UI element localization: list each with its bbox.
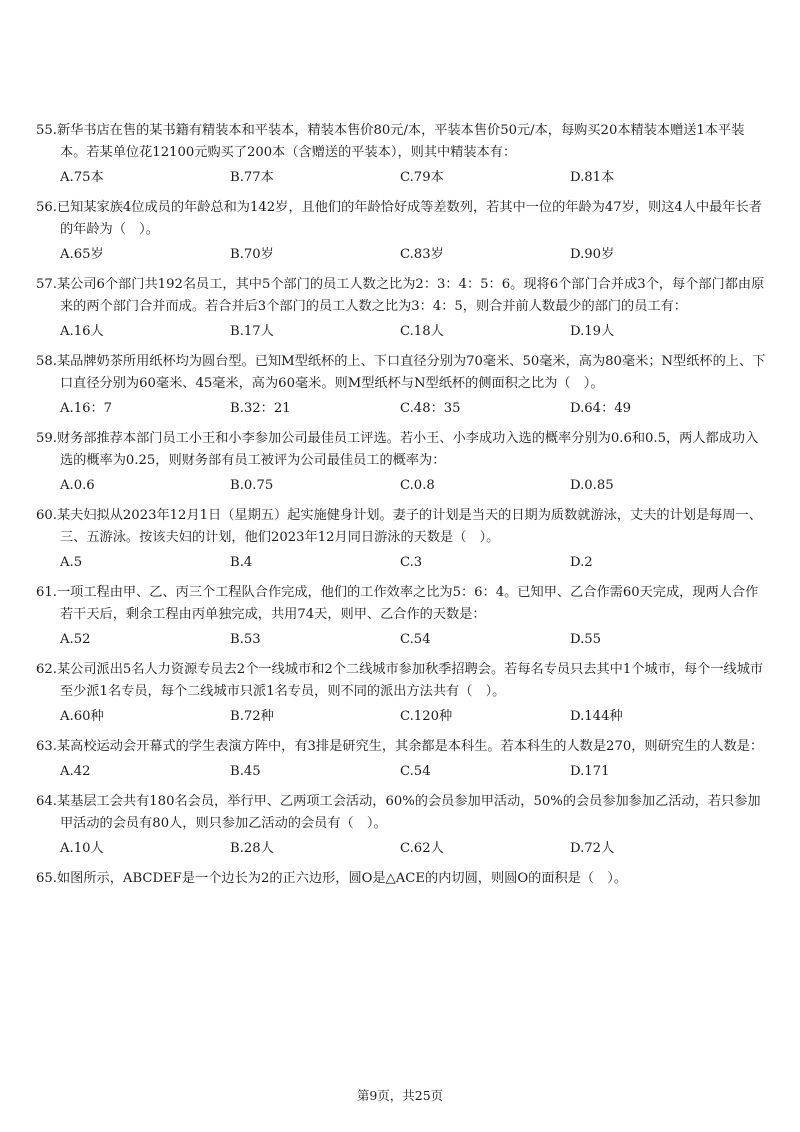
- question-text: 某品牌奶茶所用纸杯均为圆台型。已知M型纸杯的上、下口直径分别为70毫米、50毫米，高为80毫米；N型纸杯的上、下口直径分别为60毫米、45毫米，高为60毫米。则M型纸杯与N型纸杯的侧面积之比为（ ）。: [56, 354, 766, 391]
- option-d: D.144种: [570, 709, 623, 724]
- option-a: A.52: [60, 632, 91, 647]
- option-c: C.18人: [400, 324, 444, 339]
- option-c: C.0.8: [400, 478, 435, 493]
- question-2: [36, 197, 766, 266]
- option-row: [36, 398, 766, 420]
- option-d: D.2: [570, 555, 593, 570]
- question-number: 57.: [36, 277, 57, 292]
- question-7: [36, 582, 766, 651]
- option-d: D.72人: [570, 841, 615, 856]
- question-stem: [36, 736, 766, 758]
- option-c: C.54: [400, 632, 431, 647]
- option-c: C.83岁: [400, 247, 444, 262]
- question-number: 55.: [36, 123, 57, 138]
- option-b: B.72种: [230, 709, 274, 724]
- question-3: [36, 274, 766, 343]
- option-row: [36, 838, 766, 860]
- question-11: [36, 868, 766, 890]
- question-9: [36, 736, 766, 783]
- option-c: C.120种: [400, 709, 453, 724]
- option-b: B.45: [230, 764, 261, 779]
- option-c: C.62人: [400, 841, 444, 856]
- option-b: B.17人: [230, 324, 274, 339]
- option-d: D.171: [570, 764, 610, 779]
- option-a: A.42: [60, 764, 91, 779]
- option-d: D.81本: [570, 170, 615, 185]
- question-stem: [36, 659, 766, 703]
- option-row: [36, 244, 766, 266]
- option-a: A.16：7: [60, 401, 113, 416]
- question-text: 财务部推荐本部门员工小王和小李参加公司最佳员工评选。若小王、小李成功入选的概率分别为0.6和0.5，两人都成功入选的概率为0.25，则财务部有员工被评为公司最佳员工的概率为：: [56, 431, 759, 468]
- question-number: 62.: [36, 662, 57, 677]
- question-stem: [36, 582, 766, 626]
- question-number: 64.: [36, 794, 57, 809]
- option-row: [36, 761, 766, 783]
- question-stem: [36, 791, 766, 835]
- option-c: C.54: [400, 764, 431, 779]
- question-list: [36, 120, 766, 898]
- option-b: B.77本: [230, 170, 274, 185]
- option-b: B.4: [230, 555, 253, 570]
- option-a: A.75本: [60, 170, 104, 185]
- option-d: D.64：49: [570, 401, 632, 416]
- question-text: 某基层工会共有180名会员，举行甲、乙两项工会活动，60%的会员参加甲活动，50%的会员参加参加乙活动，若只参加甲活动的会员有80人，则只参加乙活动的会员有（ ）。: [56, 794, 761, 831]
- option-d: D.0.85: [570, 478, 614, 493]
- question-6: [36, 505, 766, 574]
- question-number: 56.: [36, 200, 57, 215]
- question-stem: [36, 351, 766, 395]
- option-c: C.79本: [400, 170, 444, 185]
- question-stem: [36, 868, 766, 890]
- option-a: A.60种: [60, 709, 104, 724]
- option-a: A.10人: [60, 841, 104, 856]
- option-b: B.28人: [230, 841, 274, 856]
- question-text: 新华书店在售的某书籍有精装本和平装本，精装本售价80元/本，平装本售价50元/本，每购买20本精装本赠送1本平装本。若某单位花12100元购买了200本（含赠送的平装本），则其中精装本有：: [56, 123, 745, 160]
- option-c: C.3: [400, 555, 423, 570]
- question-number: 61.: [36, 585, 57, 600]
- question-stem: [36, 505, 766, 549]
- option-row: [36, 629, 766, 651]
- question-number: 65.: [36, 871, 57, 886]
- page-footer: 第9页，共25页: [356, 1088, 444, 1103]
- question-number: 58.: [36, 354, 57, 369]
- question-4: [36, 351, 766, 420]
- option-a: A.0.6: [60, 478, 95, 493]
- question-10: [36, 791, 766, 860]
- question-text: 某高校运动会开幕式的学生表演方阵中，有3排是研究生，其余都是本科生。若本科生的人数是270，则研究生的人数是：: [56, 739, 764, 754]
- question-text: 某夫妇拟从2023年12月1日（星期五）起实施健身计划。妻子的计划是当天的日期为质数就游泳，丈夫的计划是每周一、三、五游泳。按该夫妇的计划，他们2023年12月同日游泳的天数是（ ）。: [56, 508, 762, 545]
- option-row: [36, 167, 766, 189]
- question-text: 一项工程由甲、乙、丙三个工程队合作完成，他们的工作效率之比为5：6：4。已知甲、乙合作需60天完成，现两人合作若干天后，剩余工程由丙单独完成，共用74天，则甲、乙合作的天数是：: [56, 585, 759, 622]
- option-a: A.65岁: [60, 247, 104, 262]
- option-c: C.48：35: [400, 401, 461, 416]
- question-stem: [36, 274, 766, 318]
- question-number: 63.: [36, 739, 57, 754]
- option-d: D.90岁: [570, 247, 615, 262]
- question-5: [36, 428, 766, 497]
- question-1: [36, 120, 766, 189]
- option-row: [36, 321, 766, 343]
- question-text: 如图所示，ABCDEF是一个边长为2的正六边形，圆O是△ACE的内切圆，则圆O的面积是（ ）。: [56, 871, 628, 886]
- option-a: A.5: [60, 555, 83, 570]
- question-number: 60.: [36, 508, 57, 523]
- option-b: B.0.75: [230, 478, 274, 493]
- option-b: B.53: [230, 632, 261, 647]
- option-row: [36, 706, 766, 728]
- question-number: 59.: [36, 431, 57, 446]
- question-stem: [36, 428, 766, 472]
- option-d: D.55: [570, 632, 602, 647]
- option-row: [36, 475, 766, 497]
- question-text: 某公司派出5名人力资源专员去2个一线城市和2个二线城市参加秋季招聘会。若每名专员只去其中1个城市，每个一线城市至少派1名专员，每个二线城市只派1名专员，则不同的派出方法共有（ ）。: [56, 662, 764, 699]
- option-row: [36, 552, 766, 574]
- option-b: B.70岁: [230, 247, 274, 262]
- question-8: [36, 659, 766, 728]
- option-a: A.16人: [60, 324, 104, 339]
- option-d: D.19人: [570, 324, 615, 339]
- question-stem: [36, 197, 766, 241]
- question-text: 已知某家族4位成员的年龄总和为142岁，且他们的年龄恰好成等差数列，若其中一位的年龄为47岁，则这4人中最年长者的年龄为（ ）。: [56, 200, 762, 237]
- question-stem: [36, 120, 766, 164]
- question-text: 某公司6个部门共192名员工，其中5个部门的员工人数之比为2：3：4：5：6。现将6个部门合并成3个，每个部门都由原来的两个部门合并而成。若合并后3个部门的员工人数之比为3：4：5，则合并前人数最少的部门的员工有：: [56, 277, 765, 314]
- option-b: B.32：21: [230, 401, 291, 416]
